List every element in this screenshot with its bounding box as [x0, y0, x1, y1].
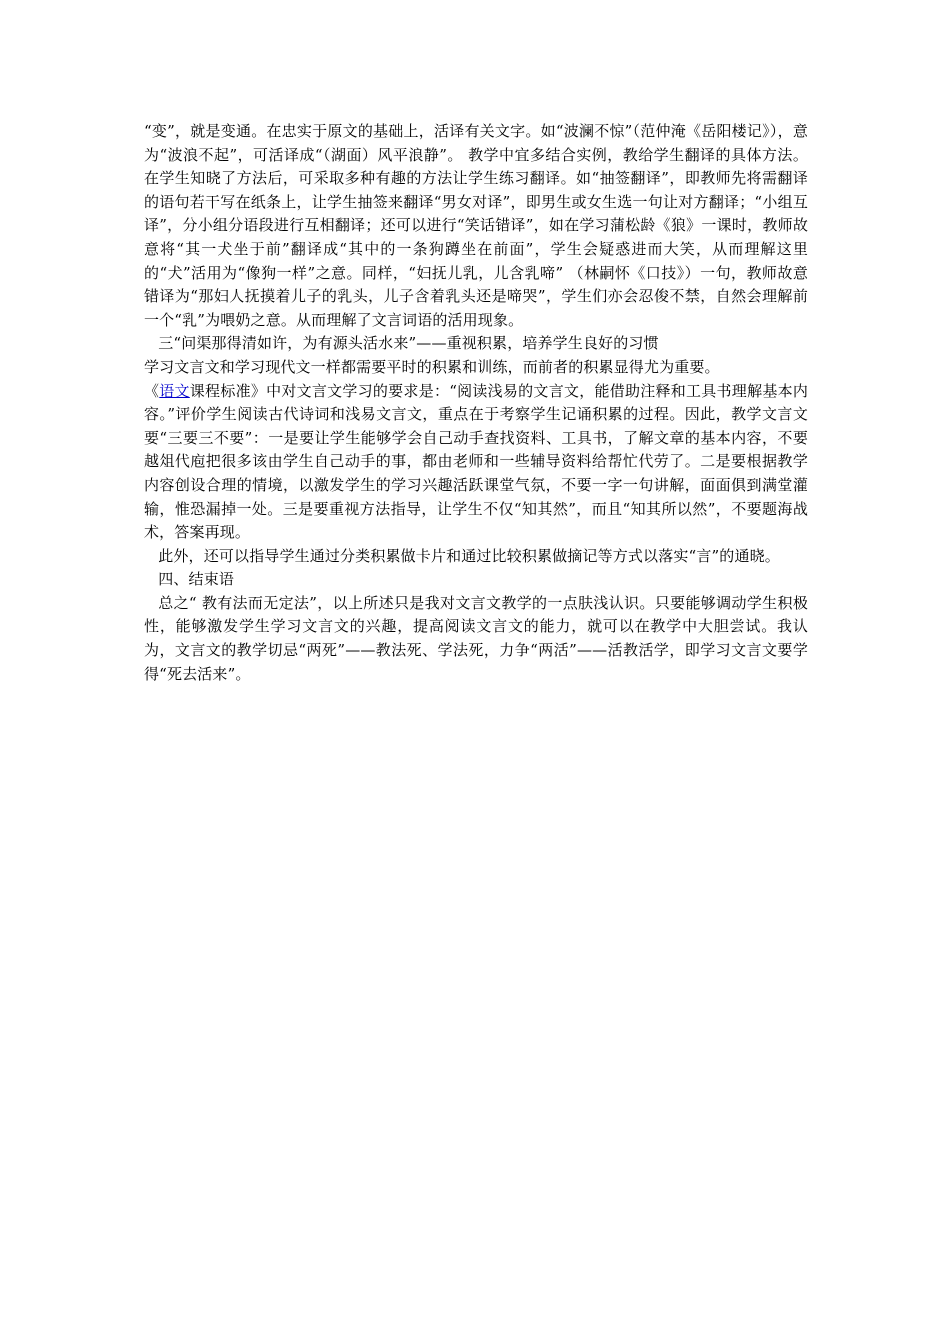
section-heading-three: 三“问渠那得清如许，为有源头活水来”——重视积累，培养学生良好的习惯: [158, 334, 659, 353]
curriculum-prefix: 《: [144, 381, 160, 400]
document-body: [144, 120, 808, 686]
curriculum-text: 课程标准》中对文言文学习的要求是：“阅读浅易的文言文，能借助注释和工具书理解基本内容。”评价学生阅读古代诗词和浅易文言文，重点在于考察学生记诵积累的过程。因此，教学文言文要“三要三不要”：一是要让学生能够学会自己动手查找资料、工具书，了解文章的基本内容，不要越俎代庖把很多该由学生自己动手的事，都由老师和一些辅导资料给帮忙代劳了。二是要根据教学内容创设合理的情境，以激发学生的学习兴趣活跃课堂气氛，不要一字一句讲解，面面俱到满堂灌输，惟恐漏掉一处。三是要重视方法指导，让学生不仅“知其然”，而且“知其所以然”，不要题海战术，答案再现。: [144, 381, 808, 542]
chinese-language-link[interactable]: 语文: [159, 381, 190, 400]
paragraph-cards-notes: 此外，还可以指导学生通过分类积累做卡片和通过比较积累做摘记等方式以落实“言”的通晓。: [158, 546, 780, 565]
paragraph-curriculum-standard: [144, 380, 808, 545]
section-heading-conclusion: 四、结束语: [158, 570, 235, 589]
paragraph-translation-methods: “变”，就是变通。在忠实于原文的基础上，活译有关文字。如“波澜不惊”（范仲淹《岳阳楼记》），意为“波浪不起”，可活译成“（湖面）风平浪静”。 教学中宜多结合实例，教给学生翻译的具体方法。在学生知晓了方法后，可采取多种有趣的方法让学生练习翻译。如“抽签翻译”，即教师先将需翻译的语句若干写在纸条上，让学生抽签来翻译“男女对译”，即男生或女生选一句让对方翻译；“小组互译”，分小组分语段进行互相翻译；还可以进行“笑话错译”，如在学习蒲松龄《狼》一课时，教师故意将“其一犬坐于前”翻译成“其中的一条狗蹲坐在前面”，学生会疑惑进而大笑，从而理解这里的“犬”活用为“像狗一样”之意。同样，“妇抚儿乳，儿含乳啼” （林嗣怀《口技》）一句，教师故意错译为“那妇人抚摸着儿子的乳头，儿子含着乳头还是啼哭”，学生们亦会忍俊不禁，自然会理解前一个“乳”为喂奶之意。从而理解了文言词语的活用现象。: [144, 122, 808, 329]
paragraph-accumulation-intro: 学习文言文和学习现代文一样都需要平时的积累和训练，而前者的积累显得尤为重要。: [144, 357, 720, 376]
paragraph-conclusion: 总之“ 教有法而无定法”，以上所述只是我对文言文教学的一点肤浅认识。只要能够调动学生积极性，能够激发学生学习文言文的兴趣，提高阅读文言文的能力，就可以在教学中大胆尝试。我认为，文言文的教学切忌“两死”——教法死、学法死，力争“两活”——活教活学，即学习文言文要学得“死去活来”。: [144, 593, 808, 683]
